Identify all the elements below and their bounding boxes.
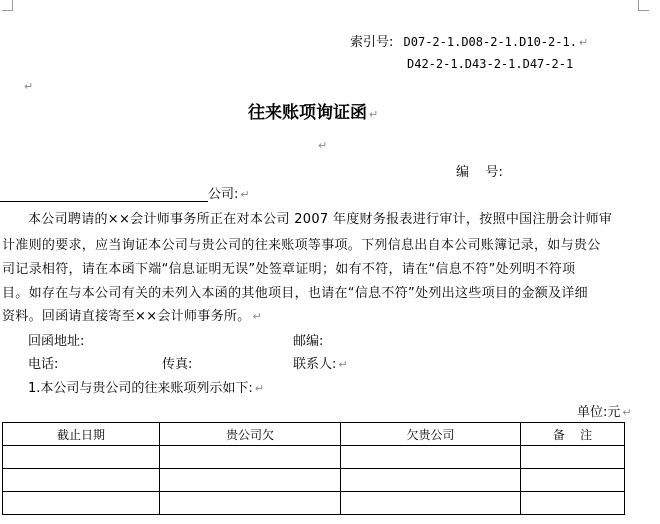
unit-label: 单位:元 bbox=[577, 405, 621, 420]
table-cell[interactable] bbox=[341, 469, 521, 492]
phone-label: 电话: bbox=[28, 357, 59, 372]
paragraph-mark: ↵ bbox=[254, 382, 265, 395]
index-number-line2 bbox=[407, 57, 573, 72]
table-cell[interactable] bbox=[341, 492, 521, 515]
body-line-5-wrap bbox=[2, 305, 262, 324]
index-value-2: D42-2-1.D43-2-1.D47-2-1 bbox=[407, 57, 574, 71]
table-cell[interactable] bbox=[160, 446, 341, 469]
page-corner-mark-right bbox=[638, 0, 649, 11]
number-label: 编 号: bbox=[456, 165, 503, 180]
index-value-1: D07-2-1.D08-2-1.D10-2-1. bbox=[403, 35, 577, 49]
paragraph-mark: ↵ bbox=[578, 36, 589, 49]
paragraph-mark: ↵ bbox=[622, 406, 632, 419]
section-1-heading: 1.本公司与贵公司的往来账项列示如下: bbox=[28, 381, 253, 396]
unit-wrap bbox=[577, 401, 632, 420]
body-line-3: 司记录相符，请在本函下端“信息证明无误”处签章证明；如有不符，请在“信息不符”处列明不符项 bbox=[2, 262, 576, 277]
contact-person-label: 联系人: bbox=[293, 357, 337, 372]
table-cell[interactable] bbox=[3, 446, 160, 469]
postcode-label: 邮编: bbox=[293, 334, 324, 349]
table-row bbox=[3, 492, 625, 515]
header-owed-by-you: 贵公司欠 bbox=[160, 423, 341, 446]
table-cell[interactable] bbox=[160, 492, 341, 515]
table-cell[interactable] bbox=[341, 446, 521, 469]
addressee-line bbox=[0, 183, 250, 202]
table-cell[interactable] bbox=[521, 469, 625, 492]
index-label: 索引号: bbox=[350, 35, 394, 50]
index-number-line1 bbox=[350, 31, 588, 50]
paragraph-mark: ↵ bbox=[240, 188, 250, 201]
paragraph-mark: ↵ bbox=[369, 108, 379, 121]
paragraph-mark: ↵ bbox=[24, 80, 34, 93]
table-cell[interactable] bbox=[3, 469, 160, 492]
table-cell[interactable] bbox=[521, 446, 625, 469]
contact-person-wrap bbox=[293, 353, 348, 372]
addressee-suffix: 公司: bbox=[208, 187, 239, 202]
paragraph-mark: ↵ bbox=[338, 358, 348, 371]
header-cutoff-date: 截止日期 bbox=[3, 423, 160, 446]
page-corner-mark-left bbox=[2, 0, 13, 11]
body-line-5: 资料。回函请直接寄至××会计师事务所。 bbox=[2, 309, 251, 324]
paragraph-mark: ↵ bbox=[252, 310, 263, 323]
table-cell[interactable] bbox=[521, 492, 625, 515]
header-owed-to-you: 欠贵公司 bbox=[341, 423, 521, 446]
table-header-row bbox=[3, 423, 625, 446]
ledger-table bbox=[2, 422, 625, 515]
body-line-4: 目。如存在与本公司有关的未列入本函的其他项目，也请在“信息不符”处列出这些项目的金额及详细 bbox=[2, 286, 588, 301]
body-line-2: 计准则的要求，应当询证本公司与贵公司的往来账项等事项。下列信息出自本公司账簿记录，如与贵公 bbox=[2, 238, 601, 253]
table-row bbox=[3, 469, 625, 492]
body-line-1: 本公司聘请的××会计师事务所正在对本公司 2007 年度财务报表进行审计，按照中国注册会计师审 bbox=[28, 212, 613, 227]
paragraph-mark: ↵ bbox=[318, 139, 328, 152]
addressee-blank bbox=[0, 189, 208, 202]
header-remarks: 备 注 bbox=[521, 423, 625, 446]
table-cell[interactable] bbox=[3, 492, 160, 515]
document-title-wrap bbox=[248, 98, 378, 123]
fax-label: 传真: bbox=[162, 357, 193, 372]
section-1-wrap bbox=[28, 377, 264, 396]
return-address-label: 回函地址: bbox=[28, 334, 85, 349]
document-title: 往来账项询证函 bbox=[248, 103, 367, 123]
table-cell[interactable] bbox=[160, 469, 341, 492]
table-row bbox=[3, 446, 625, 469]
